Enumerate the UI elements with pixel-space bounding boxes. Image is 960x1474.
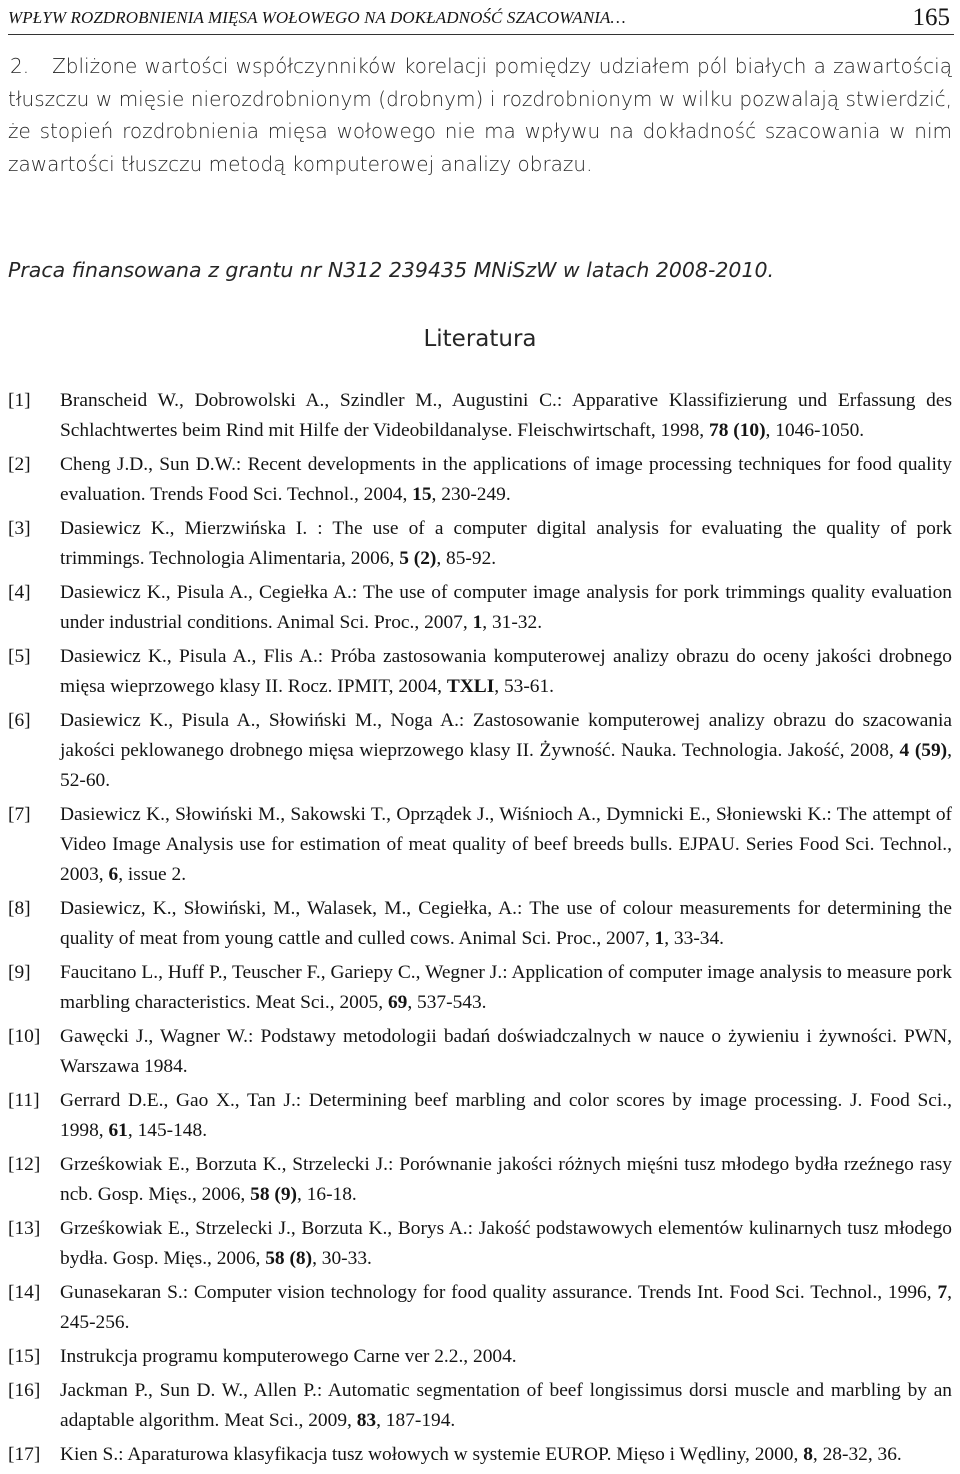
reference-pages: , 85-92. [436,548,497,569]
reference-item [8,800,952,890]
reference-number: [17] [8,1444,41,1465]
reference-item [8,1278,952,1338]
reference-item [8,386,952,446]
reference-list [8,386,952,1474]
reference-volume: 69 [387,992,408,1013]
reference-number: [13] [8,1218,41,1239]
reference-volume: 58 (8) [265,1248,313,1269]
reference-number: [1] [8,390,31,411]
conclusion-item [8,50,952,180]
reference-volume: 15 [412,484,432,505]
reference-citation: Dasiewicz, K., Słowiński, M., Walasek, M., Cegiełka, A.: The use of colour measurements for determining the quality of meat from young cattle and culled cows. Animal Sci. Proc., 2007, [60,898,952,949]
reference-item [8,578,952,638]
reference-pages: , 145-148. [127,1120,208,1141]
reference-item [8,1022,952,1082]
reference-item [8,1214,952,1274]
reference-number: [6] [8,710,31,731]
reference-item [8,1150,952,1210]
reference-text [60,1278,952,1338]
reference-text [60,386,952,446]
funding-note: Praca finansowana z grantu nr N312 239435 MNiSzW w latach 2008-2010. [8,258,775,282]
reference-citation: Dasiewicz K., Pisula A., Słowiński M., Noga A.: Zastosowanie komputerowej analizy obrazu do szacowania jakości peklowanego drobnego mięsa wieprzowego klasy II. Żywność. Nauka. Technologia. Jakość, 2008, [60,710,952,761]
reference-citation: Dasiewicz K., Słowiński M., Sakowski T., Oprządek J., Wiśnioch A., Dymnicki E., Słoniewski K.: The attempt of Video Image Analysis use for estimation of meat quality of beef breeds bulls. EJPAU. Series Food Sci. Technol., 2003, [60,804,952,885]
reference-volume: 1 [654,928,665,949]
reference-text [60,1022,952,1082]
reference-citation: Gunasekaran S.: Computer vision technology for food quality assurance. Trends Int. Food Sci. Technol., 1996, [60,1282,938,1303]
reference-volume: 6 [108,864,119,885]
reference-pages: , 245-256. [60,1282,952,1333]
reference-item [8,958,952,1018]
reference-pages: , 16-18. [297,1184,357,1205]
reference-item [8,514,952,574]
reference-volume: 8 [803,1444,813,1465]
reference-text [60,450,952,510]
reference-text [60,958,952,1018]
reference-pages: , 52-60. [60,740,952,791]
reference-item [8,894,952,954]
reference-volume: TXLI [446,676,495,697]
reference-pages: , 33-34. [664,928,725,949]
reference-number: [11] [8,1090,40,1111]
reference-item [8,1342,952,1372]
reference-citation: Kien S.: Aparaturowa klasyfikacja tusz wołowych w systemie EUROP. Mięso i Wędliny, 2000, [60,1444,804,1465]
reference-citation: Dasiewicz K., Pisula A., Cegiełka A.: The use of computer image analysis for pork trimmings quality evaluation under industrial conditions. Animal Sci. Proc., 2007, [60,582,952,633]
conclusion-number: 2. [10,54,30,78]
reference-pages: , 230-249. [431,484,511,505]
reference-citation: Dasiewicz K., Mierzwińska I. : The use of a computer digital analysis for evaluating the quality of pork trimmings. Technologia Alimentaria, 2006, [60,518,952,569]
reference-text [60,1376,952,1436]
reference-volume: 83 [356,1410,377,1431]
reference-pages: , 53-61. [494,676,555,697]
reference-volume: 7 [937,1282,948,1303]
reference-number: [4] [8,582,31,603]
reference-item [8,1376,952,1436]
reference-text [60,1214,952,1274]
reference-item [8,642,952,702]
reference-citation: Faucitano L., Huff P., Teuscher F., Gariepy C., Wegner J.: Application of computer image analysis to measure pork marbling characteristics. Meat Sci., 2005, [60,962,952,1013]
reference-number: [8] [8,898,31,919]
reference-text [60,642,952,702]
reference-citation: Gerrard D.E., Gao X., Tan J.: Determining beef marbling and color scores by image processing. J. Food Sci., 1998, [60,1090,952,1141]
reference-text [60,1086,952,1146]
reference-number: [12] [8,1154,41,1175]
conclusion-paragraph [8,50,952,180]
reference-volume: 5 (2) [399,548,437,569]
reference-text [60,1150,952,1210]
reference-pages: , 31-32. [482,612,543,633]
reference-volume: 4 (59) [899,740,948,761]
reference-text [60,1342,952,1372]
reference-number: [2] [8,454,31,475]
reference-pages: , 28-32, 36. [812,1444,902,1465]
reference-number: [15] [8,1346,41,1367]
reference-pages: , 1046-1050. [765,420,865,441]
reference-citation: Jackman P., Sun D. W., Allen P.: Automatic segmentation of beef longissimus dorsi muscle and marbling by an adaptable algorithm. Meat Sci., 2009, [60,1380,952,1431]
reference-volume: 58 (9) [250,1184,297,1205]
reference-text [60,894,952,954]
reference-item [8,450,952,510]
reference-number: [5] [8,646,31,667]
reference-number: [9] [8,962,31,983]
references-heading: Literatura [423,326,537,352]
reference-text [60,1440,952,1470]
reference-citation: Grześkowiak E., Borzuta K., Strzelecki J.: Porównanie jakości różnych mięśni tusz młodego bydła rzeźnego rasy ncb. Gosp. Mięs., 2006, [60,1154,952,1205]
running-header [8,4,954,35]
reference-citation: Dasiewicz K., Pisula A., Flis A.: Próba zastosowania komputerowej analizy obrazu do oceny jakości drobnego mięsa wieprzowego klasy II. Rocz. IPMIT, 2004, [60,646,952,697]
reference-volume: 1 [472,612,483,633]
reference-pages: , 187-194. [376,1410,456,1431]
reference-number: [7] [8,804,31,825]
page-number: 165 [912,4,950,31]
reference-number: [3] [8,518,31,539]
reference-volume: 78 (10) [709,420,766,441]
reference-text [60,514,952,574]
reference-item [8,1086,952,1146]
reference-text [60,578,952,638]
reference-text [60,706,952,796]
reference-volume: 61 [108,1120,128,1141]
reference-text [60,800,952,890]
reference-citation: Grześkowiak E., Strzelecki J., Borzuta K., Borys A.: Jakość podstawowych elementów kulinarnych tusz młodego bydła. Gosp. Mięs., 2006, [60,1218,952,1269]
reference-citation: Branscheid W., Dobrowolski A., Szindler M., Augustini C.: Apparative Klassifizierung und Erfassung des Schlachtwertes beim Rind mit Hilfe der Videobildanalyse. Fleischwirtschaft, 1998, [60,390,952,441]
running-title: WPŁYW ROZDROBNIENIA MIĘSA WOŁOWEGO NA DOKŁADNOŚĆ SZACOWANIA… [8,8,626,27]
reference-number: [16] [8,1380,41,1401]
reference-pages: , issue 2. [118,864,187,885]
reference-pages: , 30-33. [312,1248,372,1269]
reference-number: [10] [8,1026,41,1047]
reference-citation: Instrukcja programu komputerowego Carne ver 2.2., 2004. [60,1346,517,1367]
reference-item [8,706,952,796]
reference-item [8,1440,952,1470]
reference-citation: Gawęcki J., Wagner W.: Podstawy metodologii badań doświadczalnych w nauce o żywieniu i żywności. PWN, Warszawa 1984. [60,1026,952,1077]
conclusion-text: Zbliżone wartości współczynników korelacji pomiędzy udziałem pól białych a zawartością tłuszczu w mięsie nierozdrobnionym (drobnym) i rozdrobnionym w wilku pozwalają stwierdzić, że stopień rozdrobnienia mięsa wołowego nie ma wpływu na dokładność szacowania w nim zawartości tłuszczu metodą komputerowej analizy obrazu. [8,54,952,176]
reference-pages: , 537-543. [407,992,487,1013]
reference-number: [14] [8,1282,41,1303]
reference-citation: Cheng J.D., Sun D.W.: Recent developments in the applications of image processing techniques for food quality evaluation. Trends Food Sci. Technol., 2004, [60,454,952,505]
